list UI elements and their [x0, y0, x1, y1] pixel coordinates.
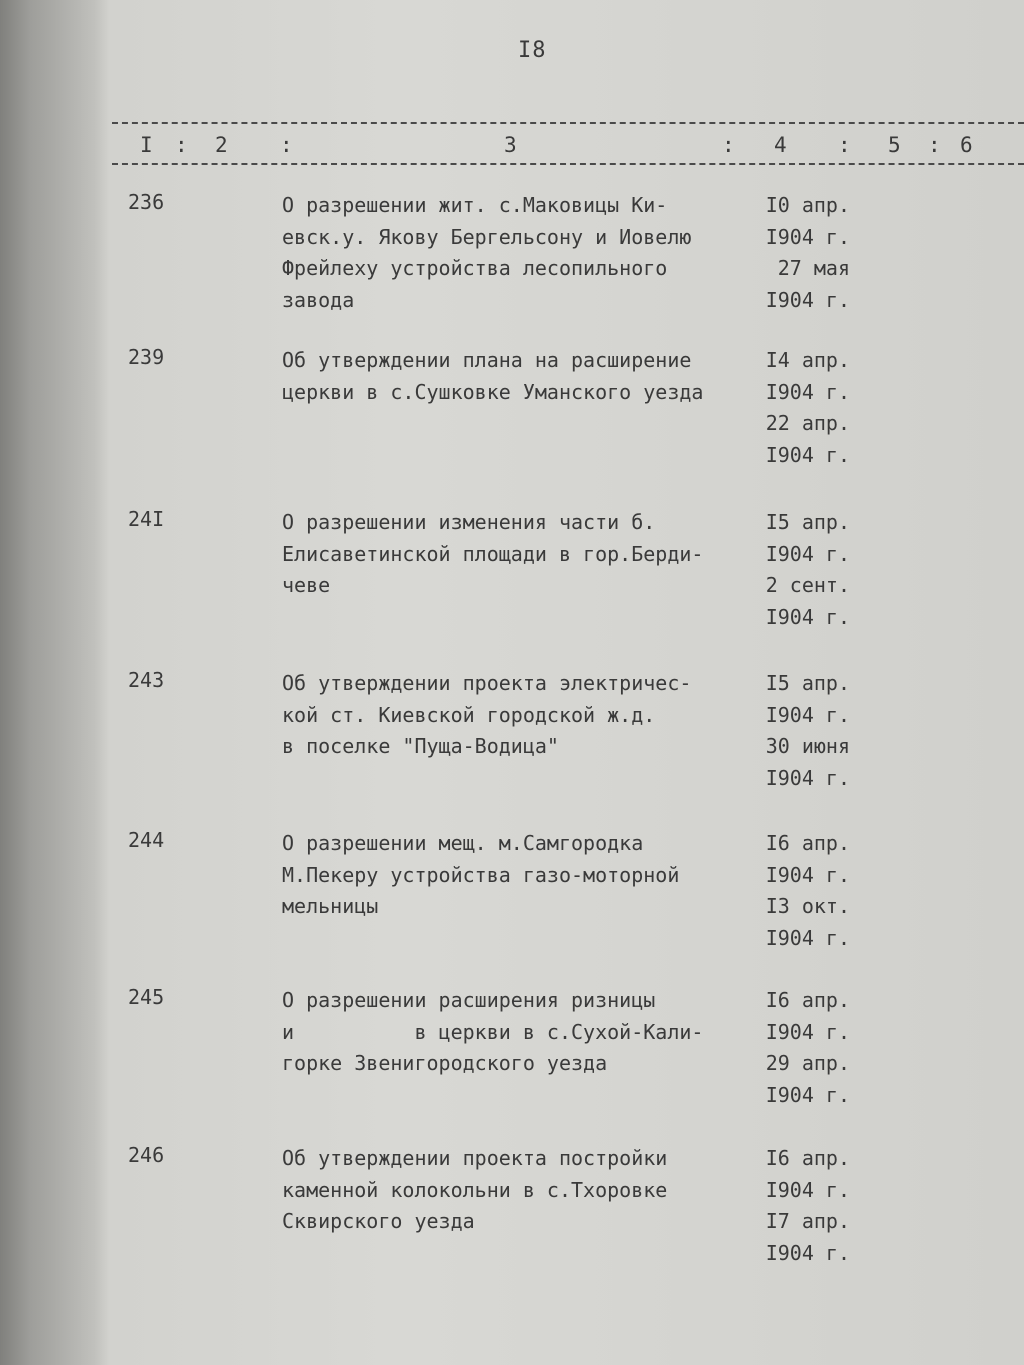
- entry-description: [282, 828, 744, 923]
- end-year: I904 г.: [765, 1240, 850, 1265]
- start-date: I5 апр.: [765, 510, 850, 534]
- start-date: I4 апр.: [765, 348, 850, 372]
- entry-row: [0, 985, 1024, 1125]
- start-date: I6 апр.: [765, 1146, 850, 1170]
- entry-description: [282, 507, 744, 602]
- entry-row: [0, 1143, 1024, 1283]
- end-year: I904 г.: [765, 765, 850, 790]
- end-date: 29 апр.: [765, 1051, 850, 1075]
- col-header-6: 6: [960, 133, 973, 157]
- description-line: церкви в с.Сушковке Уманского уезда: [282, 379, 704, 404]
- col-header-2: 2: [215, 133, 228, 157]
- entry-description: [282, 190, 744, 316]
- header-top-rule: [112, 122, 1024, 124]
- end-year: I904 г.: [765, 442, 850, 467]
- start-date: I5 апр.: [765, 671, 850, 695]
- start-year: I904 г.: [765, 702, 850, 727]
- entry-number: 239: [128, 345, 165, 369]
- entry-dates: [740, 507, 850, 633]
- entry-row: [0, 828, 1024, 968]
- col-separator: :: [175, 133, 188, 157]
- col-separator: :: [280, 133, 293, 157]
- col-header-5: 5: [888, 133, 901, 157]
- entry-number: 244: [128, 828, 165, 852]
- col-separator: :: [838, 133, 851, 157]
- entry-row: [0, 507, 1024, 647]
- description-line: завода: [282, 287, 355, 312]
- end-date: I3 окт.: [765, 894, 850, 918]
- description-line: и в церкви в с.Сухой-Кали-: [282, 1019, 704, 1044]
- entry-dates: [740, 1143, 850, 1269]
- entry-description: [282, 985, 744, 1080]
- entry-dates: [740, 985, 850, 1111]
- description-line: О разрешении мещ. м.Самгородка: [282, 831, 644, 855]
- description-line: Елисаветинской площади в гор.Берди-: [282, 541, 704, 566]
- description-line: в поселке "Пуща-Водица": [282, 734, 559, 758]
- column-header: [112, 133, 1024, 163]
- description-line: мельницы: [282, 894, 379, 918]
- entry-row: [0, 668, 1024, 808]
- start-year: I904 г.: [765, 224, 850, 249]
- start-year: I904 г.: [765, 1019, 850, 1044]
- description-line: Об утверждении проекта электричес-: [282, 671, 692, 695]
- entry-number: 243: [128, 668, 165, 692]
- entry-dates: [740, 190, 850, 316]
- entry-dates: [740, 828, 850, 954]
- start-date: I6 апр.: [765, 988, 850, 1012]
- start-year: I904 г.: [765, 379, 850, 404]
- description-line: О разрешении изменения части б.: [282, 510, 656, 534]
- col-separator: :: [722, 133, 735, 157]
- entry-description: [282, 668, 744, 763]
- end-date: 27 мая: [777, 256, 850, 280]
- description-line: евск.у. Якову Бергельсону и Иовелю: [282, 224, 692, 249]
- entry-dates: [740, 345, 850, 471]
- start-date: I6 апр.: [765, 831, 850, 855]
- end-year: I904 г.: [765, 604, 850, 629]
- start-year: I904 г.: [765, 1177, 850, 1202]
- end-date: 30 июня: [765, 734, 850, 758]
- col-header-1: I: [140, 133, 153, 157]
- entry-row: [0, 345, 1024, 485]
- col-separator: :: [928, 133, 941, 157]
- description-line: О разрешении расширения ризницы: [282, 988, 656, 1012]
- col-header-3: 3: [504, 133, 517, 157]
- entry-row: [0, 190, 1024, 330]
- start-year: I904 г.: [765, 541, 850, 566]
- description-line: Об утверждении плана на расширение: [282, 348, 692, 372]
- entry-description: [282, 1143, 744, 1238]
- entry-description: [282, 345, 744, 408]
- end-year: I904 г.: [765, 925, 850, 950]
- description-line: О разрешении жит. с.Маковицы Ки-: [282, 193, 668, 217]
- col-header-4: 4: [774, 133, 787, 157]
- end-year: I904 г.: [765, 1082, 850, 1107]
- end-date: I7 апр.: [765, 1209, 850, 1233]
- end-year: I904 г.: [765, 287, 850, 312]
- start-year: I904 г.: [765, 862, 850, 887]
- description-line: кой ст. Киевской городской ж.д.: [282, 702, 656, 727]
- description-line: М.Пекеру устройства газо-моторной: [282, 862, 680, 887]
- entry-dates: [740, 668, 850, 794]
- description-line: Сквирского уезда: [282, 1209, 475, 1233]
- description-line: горке Звенигородского уезда: [282, 1051, 608, 1075]
- description-line: Об утверждении проекта постройки: [282, 1146, 668, 1170]
- header-bottom-rule: [112, 163, 1024, 165]
- entry-number: 245: [128, 985, 165, 1009]
- end-date: 2 сент.: [765, 573, 850, 597]
- description-line: каменной колокольни в с.Тхоровке: [282, 1177, 668, 1202]
- entry-number: 236: [128, 190, 165, 214]
- end-date: 22 апр.: [765, 411, 850, 435]
- page-number: I8: [518, 38, 547, 63]
- entry-number: 246: [128, 1143, 165, 1167]
- description-line: чеве: [282, 573, 331, 597]
- entry-number: 24I: [128, 507, 165, 531]
- description-line: Фрейлеху устройства лесопильного: [282, 256, 668, 280]
- start-date: I0 апр.: [765, 193, 850, 217]
